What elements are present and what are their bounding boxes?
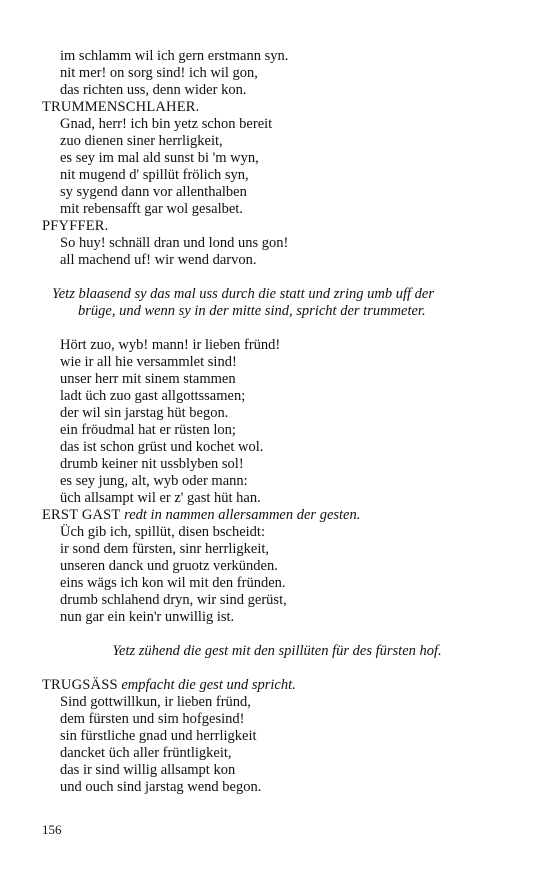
speaker-erst-gast <box>42 507 512 524</box>
verse-line: üch allsampt wil er z' gast hüt han. <box>60 490 261 506</box>
speaker-name: TRUGSÄSS <box>42 677 118 693</box>
verse-line: mit rebensafft gar wol gesalbet. <box>60 201 243 217</box>
verse-line: der wil sin jarstag hüt begon. <box>60 405 229 421</box>
speaker-direction: redt in nammen allersammen der gesten. <box>124 507 361 523</box>
stage-direction-line: brüge, und wenn sy in der mitte sind, spricht der trummeter. <box>78 303 426 319</box>
speaker-direction: empfacht die gest und spricht. <box>121 677 296 693</box>
verse-line: nit mugend d' spillüt frölich syn, <box>60 167 249 183</box>
verse-line: drumb schlahend dryn, wir sind gerüst, <box>60 592 287 608</box>
stage-direction-line: Yetz blaasend sy das mal uss durch die statt und zring umb uff der <box>52 286 434 302</box>
verse-line: drumb keiner nit ussblyben sol! <box>60 456 244 472</box>
speaker-pfyffer: PFYFFER. <box>42 218 109 234</box>
verse-line: zuo dienen siner herrligkeit, <box>60 133 223 149</box>
verse-line: es sey im mal ald sunst bi 'm wyn, <box>60 150 259 166</box>
verse-line: Sind gottwillkun, ir lieben fründ, <box>60 694 251 710</box>
verse-line: nit mer! on sorg sind! ich wil gon, <box>60 65 258 81</box>
speaker-trummenschlaher: TRUMMENSCHLAHER. <box>42 99 200 115</box>
verse-line: das richten uss, denn wider kon. <box>60 82 247 98</box>
verse-line: das ir sind willig allsampt kon <box>60 762 236 778</box>
spacer <box>42 660 512 677</box>
stage-direction-1 <box>42 286 512 320</box>
spacer <box>42 320 512 337</box>
verse-line: unseren danck und gruotz verkünden. <box>60 558 278 574</box>
verse-line: ein fröudmal hat er rüsten lon; <box>60 422 236 438</box>
verse-line: es sey jung, alt, wyb oder mann: <box>60 473 248 489</box>
verse-line: sin fürstliche gnad und herrligkeit <box>60 728 257 744</box>
page-number: 156 <box>42 822 62 837</box>
verse-line: unser herr mit sinem stammen <box>60 371 236 387</box>
verse-line: und ouch sind jarstag wend begon. <box>60 779 262 795</box>
verse-line: all machend uf! wir wend darvon. <box>60 252 257 268</box>
verse-line: nun gar ein kein'r unwillig ist. <box>60 609 235 625</box>
verse-line: dancket üch aller früntligkeit, <box>60 745 232 761</box>
verse-line: im schlamm wil ich gern erstmann syn. <box>60 48 289 64</box>
verse-line: das ist schon grüst und kochet wol. <box>60 439 264 455</box>
verse-line: Üch gib ich, spillüt, disen bscheidt: <box>60 524 265 540</box>
spacer <box>42 626 512 643</box>
verse-line: dem fürsten und sim hofgesind! <box>60 711 245 727</box>
play-text <box>42 48 512 796</box>
verse-line: wie ir all hie versammlet sind! <box>60 354 237 370</box>
speaker-trugsass <box>42 677 512 694</box>
speaker-name: ERST GAST <box>42 507 121 523</box>
verse-line: ladt üch zuo gast allgottssamen; <box>60 388 246 404</box>
verse-line: eins wägs ich kon wil mit den fründen. <box>60 575 286 591</box>
verse-line: Hört zuo, wyb! mann! ir lieben fründ! <box>60 337 281 353</box>
verse-line: sy sygend dann vor allenthalben <box>60 184 247 200</box>
stage-direction-2: Yetz zühend die gest mit den spillüten für des fürsten hof. <box>112 643 442 659</box>
verse-line: ir sond dem fürsten, sinr herrligkeit, <box>60 541 269 557</box>
verse-line: So huy! schnäll dran und lond uns gon! <box>60 235 289 251</box>
verse-line: Gnad, herr! ich bin yetz schon bereit <box>60 116 273 132</box>
spacer <box>42 269 512 286</box>
